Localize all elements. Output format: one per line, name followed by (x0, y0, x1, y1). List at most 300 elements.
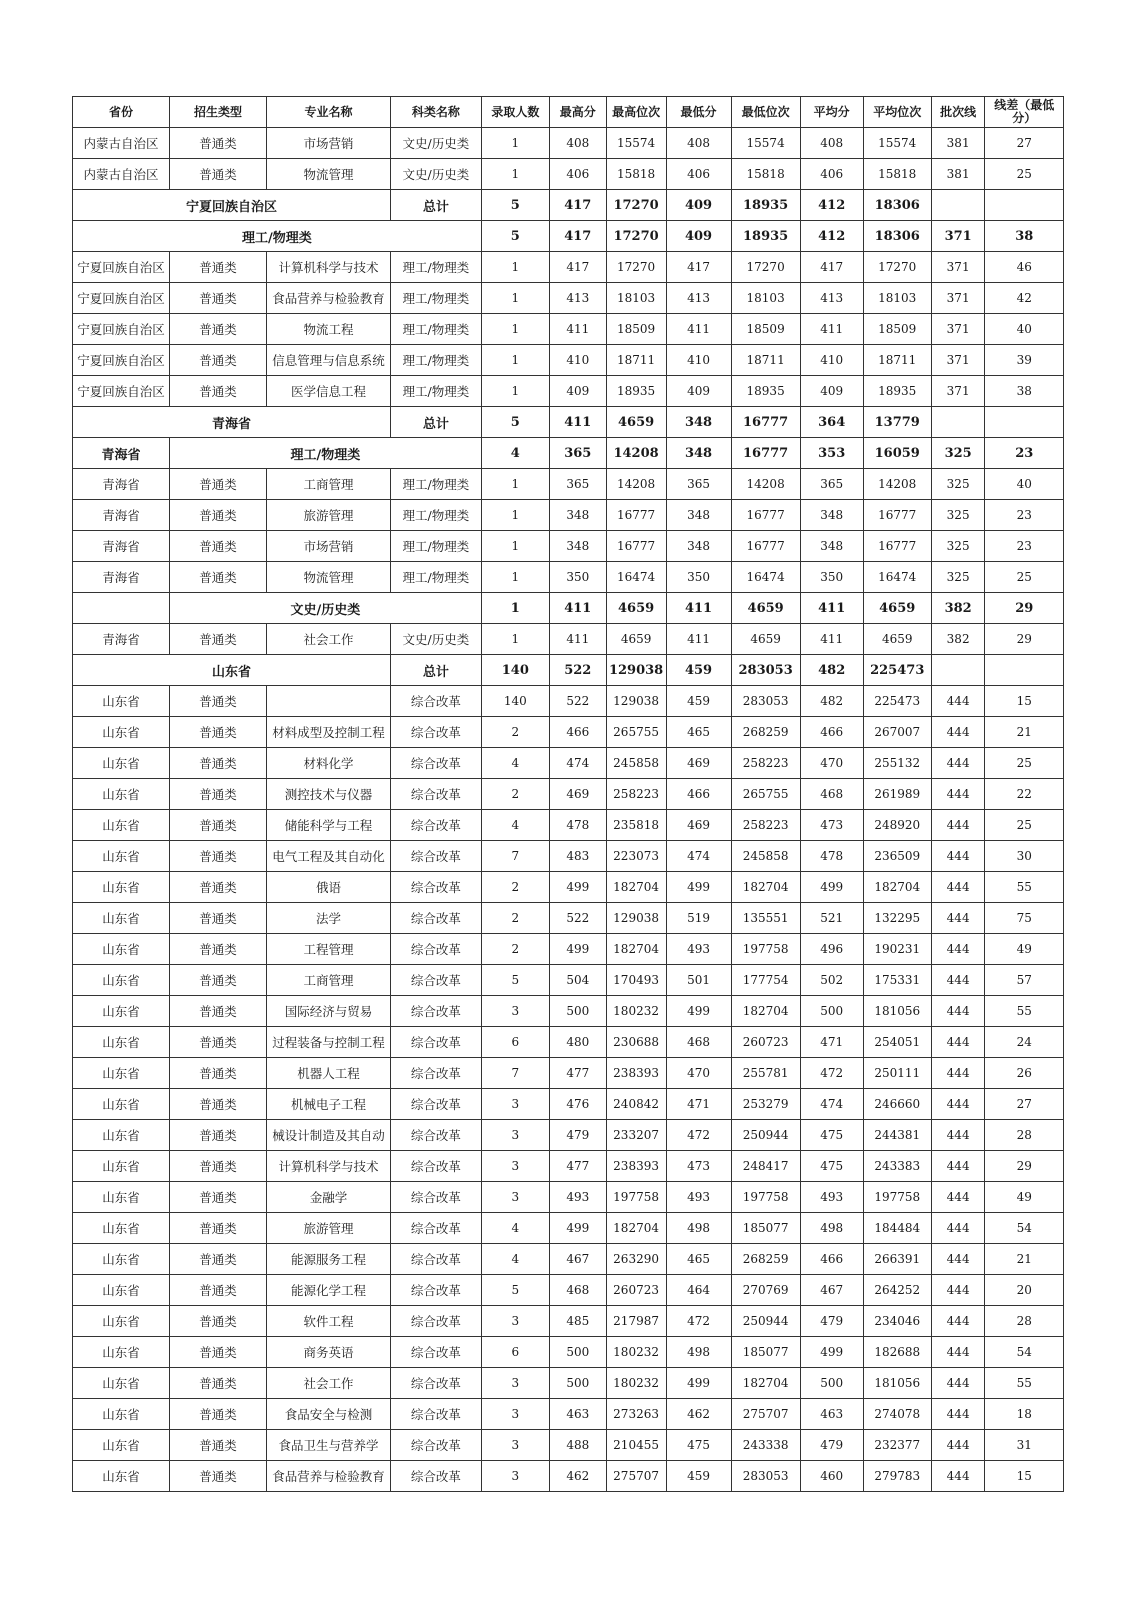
cell-avg-rank: 279783 (863, 1461, 931, 1492)
total-avg-score: 364 (800, 407, 863, 438)
total-avg-score: 482 (800, 655, 863, 686)
cell-max-score: 365 (549, 469, 606, 500)
cell-batch-line: 444 (931, 965, 985, 996)
subtotal-category-label: 文史/历史类 (170, 593, 482, 624)
cell-max-rank: 180232 (606, 1368, 666, 1399)
cell-province: 内蒙古自治区 (73, 159, 170, 190)
total-batch-line (931, 407, 985, 438)
total-label: 总计 (390, 407, 481, 438)
cell-max-score: 499 (549, 872, 606, 903)
cell-avg-score: 467 (800, 1275, 863, 1306)
cell-line-diff: 49 (985, 934, 1064, 965)
total-line-diff (985, 655, 1064, 686)
cell-min-score: 459 (666, 686, 731, 717)
cell-subject-category: 理工/物理类 (390, 562, 481, 593)
cell-avg-score: 493 (800, 1182, 863, 1213)
cell-avg-rank: 16474 (863, 562, 931, 593)
cell-min-rank: 18103 (731, 283, 800, 314)
cell-avg-rank: 274078 (863, 1399, 931, 1430)
cell-major: 市场营销 (267, 531, 391, 562)
cell-subject-category: 综合改革 (390, 1399, 481, 1430)
cell-avg-rank: 14208 (863, 469, 931, 500)
cell-max-score: 500 (549, 1368, 606, 1399)
cell-batch-line: 371 (931, 252, 985, 283)
cell-avg-score: 468 (800, 779, 863, 810)
cell-enroll-type: 普通类 (170, 872, 267, 903)
cell-batch-line: 444 (931, 996, 985, 1027)
cell-subject-category: 理工/物理类 (390, 376, 481, 407)
cell-admitted-count: 2 (481, 779, 549, 810)
cell-max-rank: 258223 (606, 779, 666, 810)
subtotal-avg-rank: 16059 (863, 438, 931, 469)
cell-admitted-count: 3 (481, 1461, 549, 1492)
table-row (73, 1306, 1064, 1337)
cell-max-rank: 240842 (606, 1089, 666, 1120)
cell-avg-score: 466 (800, 717, 863, 748)
cell-province: 山东省 (73, 717, 170, 748)
cell-admitted-count: 1 (481, 500, 549, 531)
cell-min-rank: 268259 (731, 1244, 800, 1275)
cell-avg-rank: 15818 (863, 159, 931, 190)
cell-min-score: 469 (666, 810, 731, 841)
total-admitted-count: 5 (481, 190, 549, 221)
cell-max-rank: 180232 (606, 1337, 666, 1368)
cell-major: 材料化学 (267, 748, 391, 779)
cell-enroll-type: 普通类 (170, 841, 267, 872)
cell-line-diff: 46 (985, 252, 1064, 283)
table-row (73, 934, 1064, 965)
cell-max-score: 478 (549, 810, 606, 841)
cell-enroll-type: 普通类 (170, 562, 267, 593)
cell-line-diff: 29 (985, 1151, 1064, 1182)
cell-batch-line: 444 (931, 1027, 985, 1058)
cell-admitted-count: 1 (481, 128, 549, 159)
cell-max-score: 504 (549, 965, 606, 996)
table-row (73, 531, 1064, 562)
subtotal-line-diff: 23 (985, 438, 1064, 469)
cell-admitted-count: 1 (481, 562, 549, 593)
cell-province: 山东省 (73, 903, 170, 934)
table-row (73, 748, 1064, 779)
cell-subject-category: 综合改革 (390, 996, 481, 1027)
cell-admitted-count: 1 (481, 469, 549, 500)
cell-province: 山东省 (73, 1151, 170, 1182)
cell-min-rank: 18935 (731, 376, 800, 407)
cell-max-rank: 16777 (606, 500, 666, 531)
col-header-max-score: 最高分 (549, 97, 606, 128)
cell-min-rank: 177754 (731, 965, 800, 996)
cell-major: 旅游管理 (267, 500, 391, 531)
cell-batch-line: 444 (931, 779, 985, 810)
subtotal-min-score: 348 (666, 438, 731, 469)
cell-avg-rank: 248920 (863, 810, 931, 841)
cell-batch-line: 371 (931, 345, 985, 376)
cell-min-score: 475 (666, 1430, 731, 1461)
cell-province: 宁夏回族自治区 (73, 283, 170, 314)
total-batch-line (931, 655, 985, 686)
cell-line-diff: 40 (985, 469, 1064, 500)
cell-min-rank: 283053 (731, 686, 800, 717)
cell-min-rank: 243338 (731, 1430, 800, 1461)
cell-avg-score: 466 (800, 1244, 863, 1275)
cell-major: 信息管理与信息系统 (267, 345, 391, 376)
cell-batch-line: 444 (931, 1430, 985, 1461)
cell-subject-category: 综合改革 (390, 748, 481, 779)
total-batch-line (931, 190, 985, 221)
cell-line-diff: 39 (985, 345, 1064, 376)
cell-max-score: 417 (549, 252, 606, 283)
cell-max-rank: 238393 (606, 1151, 666, 1182)
cell-line-diff: 55 (985, 996, 1064, 1027)
cell-batch-line: 444 (931, 686, 985, 717)
cell-max-rank: 245858 (606, 748, 666, 779)
total-max-rank: 129038 (606, 655, 666, 686)
cell-max-score: 476 (549, 1089, 606, 1120)
cell-max-rank: 182704 (606, 872, 666, 903)
cell-major: 能源服务工程 (267, 1244, 391, 1275)
cell-max-score: 411 (549, 624, 606, 655)
cell-avg-score: 348 (800, 500, 863, 531)
admission-score-table (72, 96, 1064, 1492)
cell-major: 食品卫生与营养学 (267, 1430, 391, 1461)
cell-min-rank: 268259 (731, 717, 800, 748)
cell-admitted-count: 3 (481, 1368, 549, 1399)
cell-admitted-count: 2 (481, 872, 549, 903)
cell-admitted-count: 2 (481, 903, 549, 934)
cell-avg-score: 474 (800, 1089, 863, 1120)
cell-line-diff: 18 (985, 1399, 1064, 1430)
cell-avg-rank: 267007 (863, 717, 931, 748)
cell-subject-category: 综合改革 (390, 1337, 481, 1368)
cell-batch-line: 444 (931, 872, 985, 903)
cell-major: 食品营养与检验教育 (267, 1461, 391, 1492)
cell-avg-score: 496 (800, 934, 863, 965)
cell-subject-category: 文史/历史类 (390, 624, 481, 655)
total-max-score: 411 (549, 407, 606, 438)
cell-max-score: 522 (549, 686, 606, 717)
cell-max-score: 408 (549, 128, 606, 159)
subtotal-max-rank: 17270 (606, 221, 666, 252)
cell-enroll-type: 普通类 (170, 1399, 267, 1430)
total-max-score: 522 (549, 655, 606, 686)
cell-min-score: 410 (666, 345, 731, 376)
cell-avg-score: 500 (800, 1368, 863, 1399)
table-row (73, 1461, 1064, 1492)
cell-line-diff: 42 (985, 283, 1064, 314)
cell-min-rank: 15818 (731, 159, 800, 190)
cell-subject-category: 综合改革 (390, 717, 481, 748)
category-subtotal-row (73, 221, 1064, 252)
cell-admitted-count: 5 (481, 965, 549, 996)
table-body (73, 128, 1064, 1492)
cell-province: 山东省 (73, 1027, 170, 1058)
cell-major: 社会工作 (267, 624, 391, 655)
cell-subject-category: 文史/历史类 (390, 159, 481, 190)
cell-min-rank: 16777 (731, 500, 800, 531)
cell-max-rank: 16474 (606, 562, 666, 593)
cell-min-rank: 258223 (731, 810, 800, 841)
cell-major: 物流管理 (267, 562, 391, 593)
cell-batch-line: 325 (931, 500, 985, 531)
cell-major: 机械电子工程 (267, 1089, 391, 1120)
cell-avg-rank: 16777 (863, 531, 931, 562)
cell-major: 法学 (267, 903, 391, 934)
table-row (73, 1027, 1064, 1058)
cell-enroll-type: 普通类 (170, 717, 267, 748)
cell-avg-rank: 182688 (863, 1337, 931, 1368)
cell-min-score: 498 (666, 1337, 731, 1368)
total-admitted-count: 140 (481, 655, 549, 686)
cell-max-score: 499 (549, 1213, 606, 1244)
cell-province: 山东省 (73, 1399, 170, 1430)
cell-major: 电气工程及其自动化 (267, 841, 391, 872)
table-row (73, 965, 1064, 996)
total-avg-rank: 18306 (863, 190, 931, 221)
cell-max-score: 467 (549, 1244, 606, 1275)
cell-min-score: 474 (666, 841, 731, 872)
cell-line-diff: 25 (985, 748, 1064, 779)
cell-avg-score: 479 (800, 1430, 863, 1461)
cell-min-rank: 18711 (731, 345, 800, 376)
cell-province: 山东省 (73, 1089, 170, 1120)
cell-min-score: 409 (666, 376, 731, 407)
cell-enroll-type: 普通类 (170, 748, 267, 779)
total-avg-rank: 225473 (863, 655, 931, 686)
cell-min-score: 472 (666, 1306, 731, 1337)
cell-avg-rank: 18103 (863, 283, 931, 314)
cell-line-diff: 49 (985, 1182, 1064, 1213)
cell-avg-rank: 264252 (863, 1275, 931, 1306)
cell-subject-category: 综合改革 (390, 1027, 481, 1058)
cell-max-score: 493 (549, 1182, 606, 1213)
cell-province: 山东省 (73, 1337, 170, 1368)
cell-avg-score: 475 (800, 1120, 863, 1151)
cell-max-rank: 16777 (606, 531, 666, 562)
cell-admitted-count: 3 (481, 1182, 549, 1213)
table-row (73, 314, 1064, 345)
cell-avg-score: 500 (800, 996, 863, 1027)
cell-max-score: 466 (549, 717, 606, 748)
cell-min-rank: 250944 (731, 1306, 800, 1337)
cell-max-rank: 275707 (606, 1461, 666, 1492)
cell-admitted-count: 1 (481, 376, 549, 407)
cell-line-diff: 23 (985, 500, 1064, 531)
cell-max-rank: 260723 (606, 1275, 666, 1306)
cell-enroll-type: 普通类 (170, 283, 267, 314)
cell-min-rank: 248417 (731, 1151, 800, 1182)
cell-batch-line: 325 (931, 562, 985, 593)
subtotal-max-score: 411 (549, 593, 606, 624)
cell-batch-line: 444 (931, 1461, 985, 1492)
cell-subject-category: 综合改革 (390, 810, 481, 841)
cell-major: 国际经济与贸易 (267, 996, 391, 1027)
cell-enroll-type: 普通类 (170, 1430, 267, 1461)
cell-major: 旅游管理 (267, 1213, 391, 1244)
cell-min-score: 499 (666, 996, 731, 1027)
cell-batch-line: 444 (931, 1182, 985, 1213)
cell-batch-line: 444 (931, 1058, 985, 1089)
cell-min-rank: 182704 (731, 996, 800, 1027)
cell-min-score: 464 (666, 1275, 731, 1306)
cell-avg-rank: 18711 (863, 345, 931, 376)
cell-line-diff: 23 (985, 531, 1064, 562)
cell-max-rank: 182704 (606, 934, 666, 965)
cell-enroll-type: 普通类 (170, 1089, 267, 1120)
total-min-rank: 16777 (731, 407, 800, 438)
cell-max-rank: 4659 (606, 624, 666, 655)
cell-enroll-type: 普通类 (170, 1213, 267, 1244)
cell-max-rank: 18935 (606, 376, 666, 407)
total-label: 总计 (390, 655, 481, 686)
cell-province: 宁夏回族自治区 (73, 314, 170, 345)
cell-admitted-count: 7 (481, 841, 549, 872)
subtotal-category-label: 理工/物理类 (170, 438, 482, 469)
cell-avg-rank: 243383 (863, 1151, 931, 1182)
cell-max-rank: 210455 (606, 1430, 666, 1461)
cell-max-score: 409 (549, 376, 606, 407)
cell-avg-rank: 197758 (863, 1182, 931, 1213)
cell-max-rank: 15818 (606, 159, 666, 190)
col-header-batch-line: 批次线 (931, 97, 985, 128)
cell-avg-score: 408 (800, 128, 863, 159)
subtotal-category-label: 理工/物理类 (73, 221, 482, 252)
cell-min-rank: 182704 (731, 872, 800, 903)
cell-province: 山东省 (73, 1213, 170, 1244)
cell-max-rank: 233207 (606, 1120, 666, 1151)
cell-min-score: 472 (666, 1120, 731, 1151)
cell-batch-line: 444 (931, 717, 985, 748)
cell-max-score: 469 (549, 779, 606, 810)
cell-enroll-type: 普通类 (170, 500, 267, 531)
cell-province: 内蒙古自治区 (73, 128, 170, 159)
cell-avg-score: 413 (800, 283, 863, 314)
cell-min-score: 466 (666, 779, 731, 810)
cell-avg-score: 411 (800, 314, 863, 345)
table-row (73, 903, 1064, 934)
subtotal-avg-score: 411 (800, 593, 863, 624)
cell-max-score: 477 (549, 1058, 606, 1089)
cell-max-score: 411 (549, 314, 606, 345)
cell-admitted-count: 2 (481, 717, 549, 748)
cell-subject-category: 理工/物理类 (390, 252, 481, 283)
cell-min-score: 501 (666, 965, 731, 996)
cell-avg-rank: 175331 (863, 965, 931, 996)
cell-min-score: 417 (666, 252, 731, 283)
cell-min-score: 470 (666, 1058, 731, 1089)
cell-enroll-type: 普通类 (170, 686, 267, 717)
cell-subject-category: 综合改革 (390, 1058, 481, 1089)
col-header-major: 专业名称 (267, 97, 391, 128)
cell-major: 金融学 (267, 1182, 391, 1213)
subtotal-avg-score: 353 (800, 438, 863, 469)
subtotal-admitted-count: 1 (481, 593, 549, 624)
cell-subject-category: 综合改革 (390, 1461, 481, 1492)
cell-avg-rank: 190231 (863, 934, 931, 965)
cell-max-score: 479 (549, 1120, 606, 1151)
cell-avg-rank: 266391 (863, 1244, 931, 1275)
cell-enroll-type: 普通类 (170, 965, 267, 996)
cell-min-rank: 185077 (731, 1213, 800, 1244)
cell-line-diff: 57 (985, 965, 1064, 996)
cell-major: 计算机科学与技术 (267, 1151, 391, 1182)
cell-min-rank: 16474 (731, 562, 800, 593)
cell-line-diff: 30 (985, 841, 1064, 872)
cell-admitted-count: 3 (481, 1306, 549, 1337)
cell-avg-rank: 261989 (863, 779, 931, 810)
cell-enroll-type: 普通类 (170, 1120, 267, 1151)
table-row (73, 283, 1064, 314)
cell-subject-category: 理工/物理类 (390, 469, 481, 500)
table-row (73, 624, 1064, 655)
cell-subject-category: 综合改革 (390, 1368, 481, 1399)
cell-avg-rank: 232377 (863, 1430, 931, 1461)
cell-subject-category: 综合改革 (390, 934, 481, 965)
cell-line-diff: 25 (985, 810, 1064, 841)
cell-min-rank: 182704 (731, 1368, 800, 1399)
cell-avg-rank: 17270 (863, 252, 931, 283)
cell-max-score: 480 (549, 1027, 606, 1058)
cell-admitted-count: 7 (481, 1058, 549, 1089)
cell-enroll-type: 普通类 (170, 345, 267, 376)
cell-batch-line: 444 (931, 1275, 985, 1306)
cell-province: 山东省 (73, 965, 170, 996)
cell-admitted-count: 3 (481, 996, 549, 1027)
cell-min-score: 469 (666, 748, 731, 779)
cell-subject-category: 综合改革 (390, 1306, 481, 1337)
cell-major: 计算机科学与技术 (267, 252, 391, 283)
cell-major (267, 686, 391, 717)
total-max-rank: 17270 (606, 190, 666, 221)
subtotal-max-rank: 14208 (606, 438, 666, 469)
table-row (73, 996, 1064, 1027)
cell-line-diff: 27 (985, 1089, 1064, 1120)
cell-major: 能源化学工程 (267, 1275, 391, 1306)
cell-min-rank: 253279 (731, 1089, 800, 1120)
cell-avg-score: 463 (800, 1399, 863, 1430)
cell-line-diff: 21 (985, 1244, 1064, 1275)
cell-admitted-count: 3 (481, 1120, 549, 1151)
cell-line-diff: 24 (985, 1027, 1064, 1058)
cell-admitted-count: 6 (481, 1027, 549, 1058)
cell-avg-score: 471 (800, 1027, 863, 1058)
subtotal-min-rank: 16777 (731, 438, 800, 469)
cell-min-rank: 17270 (731, 252, 800, 283)
cell-subject-category: 综合改革 (390, 779, 481, 810)
table-row (73, 1182, 1064, 1213)
cell-avg-rank: 184484 (863, 1213, 931, 1244)
cell-avg-score: 417 (800, 252, 863, 283)
cell-enroll-type: 普通类 (170, 376, 267, 407)
cell-major: 机器人工程 (267, 1058, 391, 1089)
cell-avg-score: 498 (800, 1213, 863, 1244)
cell-subject-category: 综合改革 (390, 872, 481, 903)
table-row (73, 500, 1064, 531)
cell-admitted-count: 1 (481, 531, 549, 562)
table-row (73, 810, 1064, 841)
cell-enroll-type: 普通类 (170, 469, 267, 500)
subtotal-min-rank: 4659 (731, 593, 800, 624)
cell-max-score: 477 (549, 1151, 606, 1182)
cell-batch-line: 444 (931, 841, 985, 872)
table-row (73, 1244, 1064, 1275)
subtotal-admitted-count: 5 (481, 221, 549, 252)
cell-batch-line: 444 (931, 1337, 985, 1368)
cell-avg-rank: 250111 (863, 1058, 931, 1089)
subtotal-avg-rank: 4659 (863, 593, 931, 624)
subtotal-batch-line: 325 (931, 438, 985, 469)
cell-enroll-type: 普通类 (170, 779, 267, 810)
cell-max-score: 413 (549, 283, 606, 314)
